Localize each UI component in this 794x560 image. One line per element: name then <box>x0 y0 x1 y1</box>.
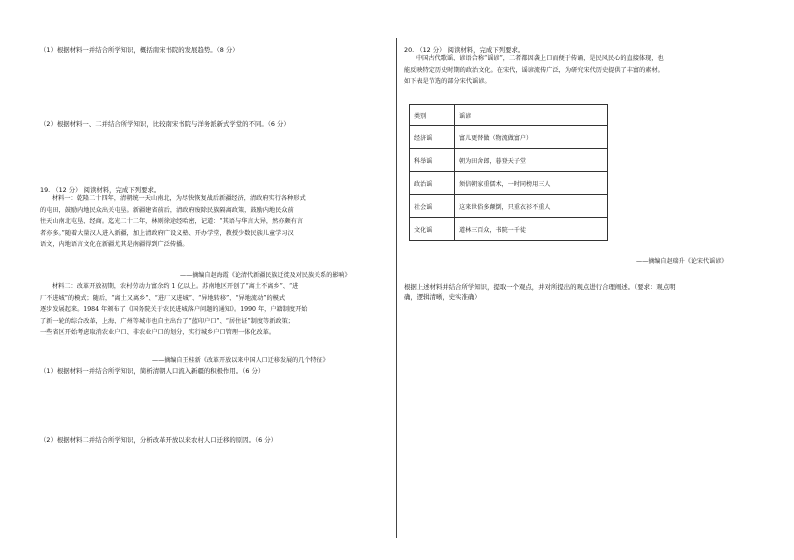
material-1-line: 往天山南北屯垦、经商。迄光二十二年，林则徐途经哈密，记道：“其语与华言大异，然亦颇有言 <box>40 218 304 226</box>
question-20-task <box>404 282 676 302</box>
material-1 <box>40 193 390 251</box>
table-header-cell: 谣谚 <box>455 105 608 126</box>
intro-line: 中国古代歌谣、谚语合称“谣谚”，二者都因袭上口而便于传诵，是民风民心的直接体现，也 <box>416 55 664 62</box>
table-header-row <box>410 105 608 126</box>
question-20-intro <box>404 53 756 88</box>
table-cell-proverb: 这来世俗多颠倒，只重衣衫不重人 <box>455 195 608 218</box>
table-cell-category: 社会谣 <box>410 195 455 218</box>
table-row <box>410 218 608 241</box>
intro-line: 如下表是节选的部分宋代谣谚。 <box>404 78 491 86</box>
question-19-heading: 19. （12 分） 阅读材料，完成下列要求。 <box>40 186 161 194</box>
table-cell-category: 政治谣 <box>410 172 455 195</box>
table-cell-category: 文化谣 <box>410 218 455 241</box>
column-divider <box>396 38 397 538</box>
material-1-line: 的屯田，鼓励内地民众出关屯垦。新疆建省前后，清政府废除民族隔离政策，鼓励内地民众前 <box>40 206 294 214</box>
table-row <box>410 172 608 195</box>
proverb-table <box>409 104 608 241</box>
table-header-cell: 类别 <box>410 105 455 126</box>
material-2-line: 厂不进城”的模式；随后，“离土又离乡”、“进厂又进城”、“异地转移”、“异地流动”的模式 <box>40 294 286 302</box>
material-2-line: 了新一轮的综合改革，上海、广州等城市也自主出台了“蓝印户口”、“居住证”制度等新政策； <box>40 317 294 325</box>
table-cell-proverb: 须信朝家重儒术，一时同榜用三人 <box>455 172 608 195</box>
material-2-line: 一些省区开始考虑取消农业户口、非农业户口的划分，实行城乡户口管理一体化改革。 <box>40 329 276 337</box>
question-18-1: （1）根据材料一并结合所学知识，概括南宋书院的发展趋势。（8 分） <box>40 46 239 54</box>
question-19-2: （2）根据材料二并结合所学知识，分析改革开放以来农村人口迁移的原因。（6 分） <box>40 436 278 444</box>
task-line: 确，逻辑清晰，史实准确） <box>404 293 481 301</box>
table-cell-proverb: 朝为田舍郎，暮登天子堂 <box>455 149 608 172</box>
table-source: ——摘编自赵瑞升《论宋代谣谚》 <box>636 258 728 265</box>
table-row <box>410 126 608 149</box>
table-row <box>410 149 608 172</box>
intro-line: 能反映特定历史时期的政治文化。在宋代，谣谚流传广泛，为研究宋代历史提供了丰富的素材。 <box>404 66 664 74</box>
question-18-2: （2）根据材料一、二并结合所学知识，比较南宋书院与洋务派新式学堂的不同。（6 分） <box>40 120 290 128</box>
material-1-source: ——摘编自赵海霞《论清代新疆民族迁徙及对民族关系的影响》 <box>180 272 351 279</box>
question-19-1: （1）根据材料一并结合所学知识，简析清朝人口流入新疆的积极作用。（6 分） <box>40 367 265 375</box>
table-cell-category: 科举谣 <box>410 149 455 172</box>
material-1-line: 语文，内地语言文化在新疆尤其是南疆得到广泛传播。 <box>40 241 189 249</box>
material-2-line: 逐步发展起来。1984 年颁布了《国务院关于农民进城落户问题的通知》。1990 年，户籍制度开始 <box>40 306 308 314</box>
material-2-source: ——摘编自王桂新《改革开放以来中国人口迁移发展的几个特征》 <box>152 357 329 364</box>
material-1-line: 材料一：乾隆二十四年，清朝统一天山南北，为尽快恢复战后新疆经济，清政府实行各种形式 <box>52 195 306 202</box>
question-20-heading: 20. （12 分） 阅读材料，完成下列要求。 <box>404 46 525 54</box>
table-cell-proverb: 道林三百众，书院一千徒 <box>455 218 608 241</box>
material-2 <box>40 281 390 339</box>
material-2-line: 材料二：改革开放初期，农村劳动力富余约 1 亿以上。苏南地区开创了“离土不离乡”、“进 <box>52 283 299 290</box>
material-1-line: 者亦多。”随着大量汉人进入新疆，加上清政府广设义塾、开办学堂，教授少数民族儿童学习汉 <box>40 229 294 237</box>
task-line: 根据上述材料并结合所学知识，提取一个观点，并对所提出的观点进行合理阐述。（要求：观点明 <box>404 283 676 291</box>
table-cell-proverb: 富儿更替做（物流做富户） <box>455 126 608 149</box>
table-row <box>410 195 608 218</box>
table-cell-category: 经济谣 <box>410 126 455 149</box>
